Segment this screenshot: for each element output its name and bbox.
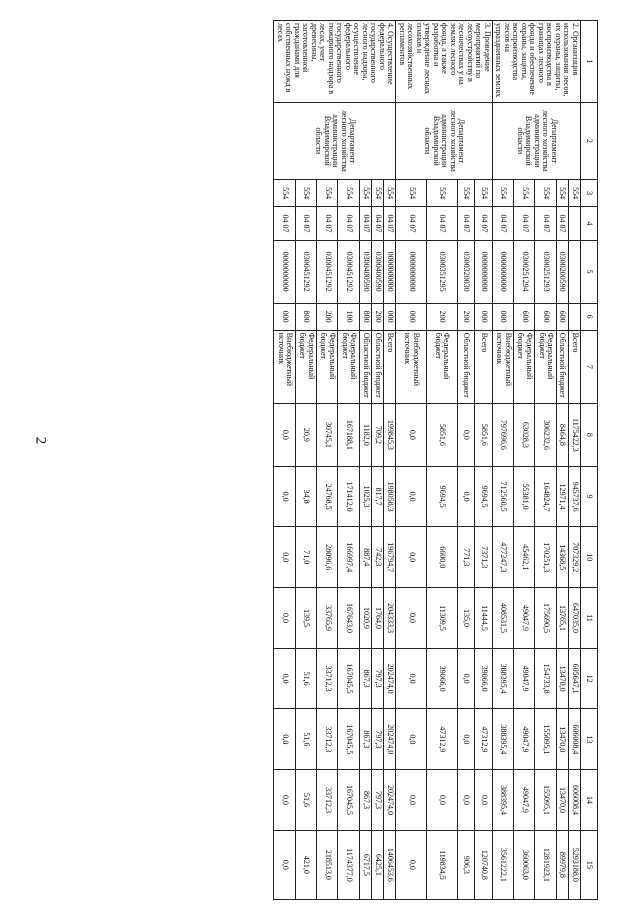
cell-7: Федеральный бюджет	[295, 330, 316, 403]
cell-3: 554	[317, 180, 338, 207]
cell-6: 000	[493, 303, 514, 330]
cell-3: 554	[568, 180, 580, 207]
column-number-row	[581, 21, 598, 900]
cell-12: 0,0	[457, 648, 475, 709]
cell-7: Областной бюджет	[556, 330, 568, 403]
cell-12: 0,0	[274, 648, 295, 709]
cell-6: 000	[274, 303, 295, 330]
cell-13: 202474,0	[384, 709, 396, 770]
cell-15: 6717,5	[359, 830, 371, 899]
cell-6: 000	[384, 303, 396, 330]
cell-4: 04 07	[475, 207, 493, 240]
cell-10: 477247,3	[493, 527, 514, 588]
cell-5: 0000000000	[384, 240, 396, 303]
cell-12: 605647,1	[568, 648, 580, 709]
cell-15: 906,3	[457, 830, 475, 899]
cell-9: 34,8	[295, 466, 316, 527]
cell-6: 600	[535, 303, 556, 330]
cell-13: 867,3	[359, 709, 371, 770]
cell-12: 202474,0	[384, 648, 396, 709]
cell-3: 554	[274, 180, 295, 207]
cell-13: 0,0	[396, 709, 427, 770]
cell-13: 49047,9	[514, 709, 535, 770]
cell-9: 1025,3	[359, 466, 371, 527]
cell-11: 1764,0	[372, 588, 384, 649]
table-row	[568, 21, 580, 900]
column-header-9: 9	[581, 466, 598, 527]
column-header-13: 13	[581, 709, 598, 770]
cell-13: 388395,4	[493, 709, 514, 770]
cell-10: 6600,0	[427, 527, 458, 588]
budget-table-container	[38, 20, 598, 900]
executor-cell: Департамент лесного хозяйства администрации Владимирской области	[396, 102, 493, 179]
cell-10: 28096,6	[317, 527, 338, 588]
cell-3: 554	[535, 180, 556, 207]
cell-11: 11309,5	[427, 588, 458, 649]
cell-3: 554	[493, 180, 514, 207]
cell-4: 04 07	[295, 207, 316, 240]
cell-10: 887,4	[359, 527, 371, 588]
cell-13: 155095,1	[535, 709, 556, 770]
column-header-12: 12	[581, 648, 598, 709]
cell-13: 13470,0	[556, 709, 568, 770]
cell-11: 33765,9	[317, 588, 338, 649]
cell-7: Областной бюджет	[359, 330, 371, 403]
cell-11: 167643,0	[338, 588, 359, 649]
cell-12: 39066,0	[475, 648, 493, 709]
cell-12: 388395,4	[493, 648, 514, 709]
cell-3: 554	[556, 180, 568, 207]
cell-14: 606008,4	[568, 770, 580, 831]
cell-12: 39066,0	[427, 648, 458, 709]
cell-11: 49047,9	[514, 588, 535, 649]
cell-3: 554	[514, 180, 535, 207]
cell-15: 5293188,0	[568, 830, 580, 899]
cell-7: Федеральный бюджет	[535, 330, 556, 403]
cell-8: 5851,6	[475, 403, 493, 466]
cell-6: 200	[317, 303, 338, 330]
cell-5: 0300251294	[514, 240, 535, 303]
cell-3: 554	[457, 180, 475, 207]
cell-14: 0,0	[475, 770, 493, 831]
cell-13: 606008,4	[568, 709, 580, 770]
column-header-14: 14	[581, 770, 598, 831]
cell-15: 89979,8	[556, 830, 568, 899]
cell-15: 1281923,1	[535, 830, 556, 899]
cell-8: 199845,3	[384, 403, 396, 466]
cell-15: 1174377,0	[338, 830, 359, 899]
table-row	[384, 21, 396, 900]
cell-15: 421,0	[295, 830, 316, 899]
cell-4: 04 07	[396, 207, 427, 240]
cell-11: 0,0	[274, 588, 295, 649]
cell-10: 7371,3	[475, 527, 493, 588]
cell-5: 0300200590	[556, 240, 568, 303]
cell-10: 0,0	[396, 527, 427, 588]
cell-9: 712560,5	[493, 466, 514, 527]
cell-8: 709,2	[372, 403, 384, 466]
cell-4: 04 07	[359, 207, 371, 240]
cell-11: 13765,1	[556, 588, 568, 649]
column-header-10: 10	[581, 527, 598, 588]
cell-9: 171412,0	[338, 466, 359, 527]
cell-9: 55381,0	[514, 466, 535, 527]
cell-12: 167045,5	[338, 648, 359, 709]
cell-10: 71,0	[295, 527, 316, 588]
cell-14: 388395,4	[493, 770, 514, 831]
budget-table	[274, 20, 599, 900]
column-header-15: 15	[581, 830, 598, 899]
cell-11: 11444,5	[475, 588, 493, 649]
cell-7: Областной бюджет	[457, 330, 475, 403]
cell-15: 1406453,6	[384, 830, 396, 899]
cell-8: 8464,8	[556, 403, 568, 466]
cell-14: 51,6	[295, 770, 316, 831]
cell-5: 0300451292	[338, 240, 359, 303]
cell-5: 0300251293	[535, 240, 556, 303]
cell-5: 0300320030	[457, 240, 475, 303]
cell-4: 04 07	[514, 207, 535, 240]
cell-6: 600	[556, 303, 568, 330]
cell-4: 04 07	[535, 207, 556, 240]
measure-name-cell: 3. Проведение мероприятий по лесоустройству в лесничествах у на землях лесного фонда, а также разработка и утверждение лесных планов и лесохозяйственных регламентов	[396, 21, 493, 103]
cell-12: 154733,8	[535, 648, 556, 709]
cell-10: 0,0	[274, 527, 295, 588]
cell-5: 0300400590	[372, 240, 384, 303]
cell-5: 0300351295	[427, 240, 458, 303]
cell-8: 1175422,3	[568, 403, 580, 466]
column-header-7: 7	[581, 330, 598, 403]
cell-11: 204333,3	[384, 588, 396, 649]
cell-12: 13470,0	[556, 648, 568, 709]
cell-15: 0,0	[396, 830, 427, 899]
cell-14: 155095,1	[535, 770, 556, 831]
cell-6	[568, 303, 580, 330]
cell-8: 306232,6	[535, 403, 556, 466]
cell-5: 0000000000	[274, 240, 295, 303]
cell-7: Федеральный бюджет	[317, 330, 338, 403]
executor-cell: Департамент лесного хозяйства администрации Владимирской области	[274, 102, 396, 179]
cell-4: 04 07	[338, 207, 359, 240]
cell-7: Федеральный бюджет	[514, 330, 535, 403]
cell-8: 20,9	[295, 403, 316, 466]
cell-5: 0000000000	[493, 240, 514, 303]
cell-4: 04 07	[384, 207, 396, 240]
cell-10: 14368,5	[556, 527, 568, 588]
cell-3: 554	[427, 180, 458, 207]
cell-4: 04 07	[274, 207, 295, 240]
cell-8: 167188,1	[338, 403, 359, 466]
cell-8: 30745,1	[317, 403, 338, 466]
cell-10: 707329,2	[568, 527, 580, 588]
table-body	[274, 21, 581, 900]
cell-9: 198058,3	[384, 466, 396, 527]
column-header-3: 3	[581, 180, 598, 207]
column-header-5: 5	[581, 240, 598, 303]
cell-12: 867,3	[359, 648, 371, 709]
cell-6: 000	[396, 303, 427, 330]
cell-15: 0,0	[274, 830, 295, 899]
cell-14: 33712,3	[317, 770, 338, 831]
cell-8: 63028,3	[514, 403, 535, 466]
cell-11: 408531,5	[493, 588, 514, 649]
cell-4: 04 07	[457, 207, 475, 240]
cell-15: 3561222,1	[493, 830, 514, 899]
cell-10: 170251,3	[535, 527, 556, 588]
cell-15: 360063,0	[514, 830, 535, 899]
cell-13: 33712,3	[317, 709, 338, 770]
cell-14: 867,3	[359, 770, 371, 831]
cell-9: 12971,4	[556, 466, 568, 527]
cell-14: 167045,5	[338, 770, 359, 831]
cell-5: 0000000000	[396, 240, 427, 303]
cell-9: 24768,5	[317, 466, 338, 527]
cell-15: 120740,8	[475, 830, 493, 899]
cell-5: 0300451292	[295, 240, 316, 303]
executor-cell: Департамент лесного хозяйства администрации Владимирской области	[493, 102, 581, 179]
cell-14: 0,0	[457, 770, 475, 831]
cell-9: 945737,6	[568, 466, 580, 527]
table-row	[475, 21, 493, 900]
cell-10: 196794,7	[384, 527, 396, 588]
cell-13: 51,6	[295, 709, 316, 770]
cell-7: Всего	[475, 330, 493, 403]
cell-11: 139,5	[295, 588, 316, 649]
cell-4: 04 07	[556, 207, 568, 240]
cell-8: 1182,0	[359, 403, 371, 466]
cell-8: 0,0	[457, 403, 475, 466]
cell-6: 200	[457, 303, 475, 330]
measure-name-cell: 2. Организация использования лесов, их охраны, защиты, воспроизводства в границах лесного фонда и обеспечение охраны, защиты, воспроизводства лесов на упраздненных землях	[493, 21, 581, 103]
cell-14: 0,0	[427, 770, 458, 831]
column-header-2: 2	[581, 102, 598, 179]
cell-4: 04 07	[372, 207, 384, 240]
cell-12: 51,6	[295, 648, 316, 709]
cell-13: 47312,9	[475, 709, 493, 770]
cell-3: 554	[475, 180, 493, 207]
cell-7: Внебюджетный источник	[396, 330, 427, 403]
cell-12: 33712,3	[317, 648, 338, 709]
cell-12: 0,0	[396, 648, 427, 709]
cell-3: 554	[384, 180, 396, 207]
cell-6: 800	[359, 303, 371, 330]
cell-7: Всего	[384, 330, 396, 403]
cell-13: 167045,5	[338, 709, 359, 770]
cell-14: 49047,9	[514, 770, 535, 831]
cell-14: 202474,0	[384, 770, 396, 831]
cell-14: 0,0	[396, 770, 427, 831]
cell-7: Федеральный бюджет	[427, 330, 458, 403]
column-header-4: 4	[581, 207, 598, 240]
cell-15: 218513,0	[317, 830, 338, 899]
column-header-8: 8	[581, 403, 598, 466]
cell-6: 100	[338, 303, 359, 330]
cell-12: 49047,9	[514, 648, 535, 709]
cell-11: 135,0	[457, 588, 475, 649]
cell-4: 04 07	[493, 207, 514, 240]
cell-6: 000	[475, 303, 493, 330]
cell-3: 554	[359, 180, 371, 207]
cell-6: 800	[295, 303, 316, 330]
measure-name-cell: 4. Осуществление федерального государственного лесного надзора, осуществление федерального государственного пожарного надзора в лесах, учет древесины, заготовленной гражданами для собственных нужд в лесах	[274, 21, 396, 103]
cell-6: 600	[514, 303, 535, 330]
cell-3: 554	[396, 180, 427, 207]
cell-14: 797,3	[372, 770, 384, 831]
cell-5: 0300451292	[317, 240, 338, 303]
cell-9: 0,0	[396, 466, 427, 527]
cell-5: 0000000000	[475, 240, 493, 303]
cell-5	[568, 240, 580, 303]
cell-15: 119834,5	[427, 830, 458, 899]
cell-6: 200	[372, 303, 384, 330]
cell-14: 13470,0	[556, 770, 568, 831]
cell-15: 6425,1	[372, 830, 384, 899]
column-header-11: 11	[581, 588, 598, 649]
cell-7: Внебюджетный источник	[493, 330, 514, 403]
cell-9: 9694,5	[427, 466, 458, 527]
cell-13: 797,3	[372, 709, 384, 770]
cell-11: 175690,5	[535, 588, 556, 649]
cell-13: 0,0	[457, 709, 475, 770]
cell-9: 0,0	[274, 466, 295, 527]
cell-3: 554	[372, 180, 384, 207]
cell-7: Областной бюджет	[372, 330, 384, 403]
cell-10: 742,3	[372, 527, 384, 588]
column-header-6: 6	[581, 303, 598, 330]
cell-9: 817,7	[372, 466, 384, 527]
cell-14: 0,0	[274, 770, 295, 831]
cell-9: 164824,7	[535, 466, 556, 527]
cell-10: 45462,1	[514, 527, 535, 588]
column-header-1: 1	[581, 21, 598, 103]
cell-9: 0,0	[457, 466, 475, 527]
cell-3: 554	[338, 180, 359, 207]
page-number: 2	[32, 436, 49, 445]
cell-10: 771,3	[457, 527, 475, 588]
cell-11: 647035,0	[568, 588, 580, 649]
cell-11: 1020,9	[359, 588, 371, 649]
cell-13: 0,0	[274, 709, 295, 770]
cell-5: 0300400590	[359, 240, 371, 303]
cell-7: Всего	[568, 330, 580, 403]
cell-9: 9694,5	[475, 466, 493, 527]
cell-12: 797,3	[372, 648, 384, 709]
cell-7: Внебюджетный источник	[274, 330, 295, 403]
cell-4	[568, 207, 580, 240]
cell-4: 04 07	[427, 207, 458, 240]
cell-11: 0,0	[396, 588, 427, 649]
cell-6: 200	[427, 303, 458, 330]
cell-8: 0,0	[396, 403, 427, 466]
cell-4: 04 07	[317, 207, 338, 240]
cell-3: 554	[295, 180, 316, 207]
cell-8: 797696,6	[493, 403, 514, 466]
cell-8: 0,0	[274, 403, 295, 466]
cell-10: 166997,4	[338, 527, 359, 588]
cell-13: 47312,9	[427, 709, 458, 770]
cell-7: Федеральный бюджет	[338, 330, 359, 403]
cell-8: 5851,6	[427, 403, 458, 466]
